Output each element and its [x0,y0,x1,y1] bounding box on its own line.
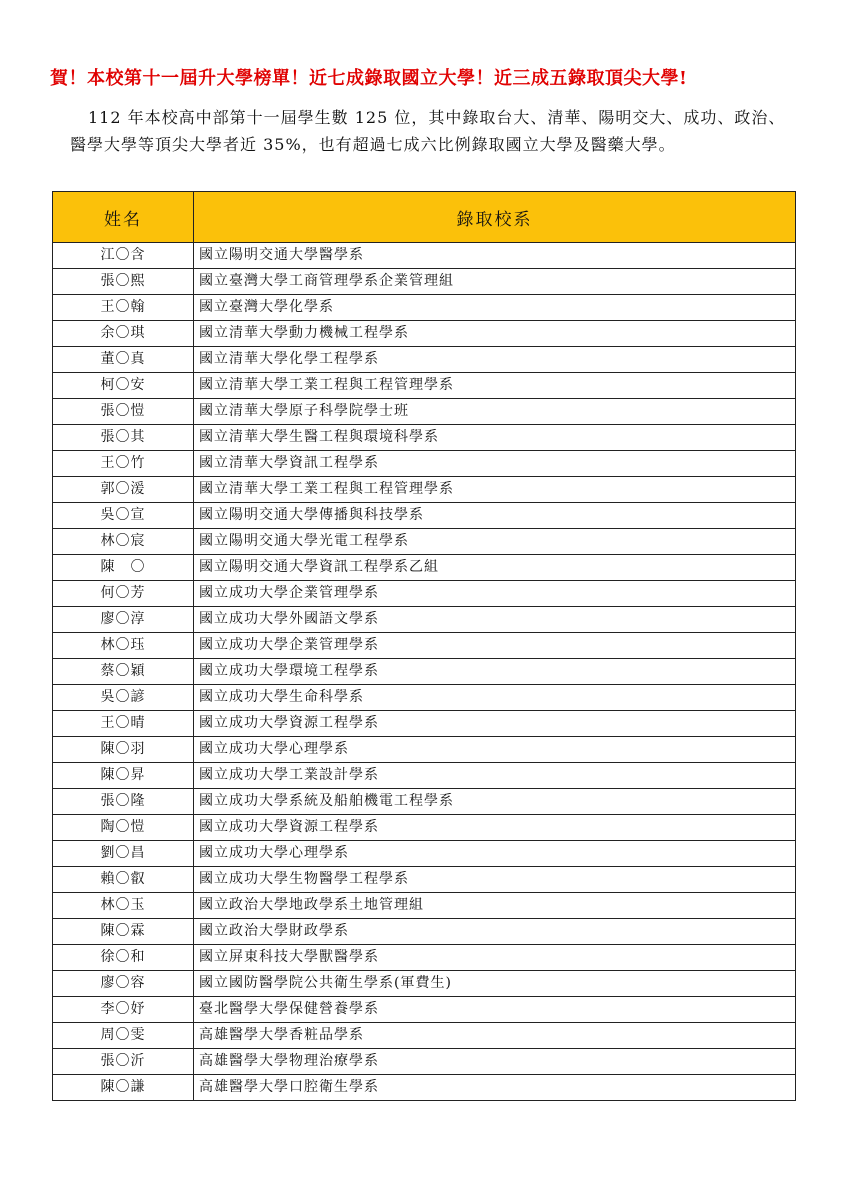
admitted-department: 國立成功大學外國語文學系 [194,607,796,633]
student-name: 張〇愷 [53,399,194,425]
table-row [53,321,796,347]
table-row [53,841,796,867]
student-name: 郭〇湲 [53,477,194,503]
table-row [53,1049,796,1075]
table-row [53,659,796,685]
student-name: 王〇晴 [53,711,194,737]
admitted-department: 國立清華大學生醫工程與環境科學系 [194,425,796,451]
admitted-department: 國立國防醫學院公共衛生學系(軍費生) [194,971,796,997]
student-name: 李〇妤 [53,997,194,1023]
admitted-department: 國立清華大學資訊工程學系 [194,451,796,477]
student-name: 王〇翰 [53,295,194,321]
admitted-department: 國立政治大學財政學系 [194,919,796,945]
table-row [53,451,796,477]
student-name: 林〇玉 [53,893,194,919]
page-title: 賀！本校第十一屆升大學榜單！近七成錄取國立大學！近三成五錄取頂尖大學! [50,68,688,89]
admitted-department: 國立成功大學心理學系 [194,737,796,763]
admitted-department: 國立清華大學工業工程與工程管理學系 [194,373,796,399]
admitted-department: 高雄醫學大學口腔衛生學系 [194,1075,796,1101]
student-name: 江〇含 [53,243,194,269]
admitted-department: 國立陽明交通大學醫學系 [194,243,796,269]
student-name: 陳 〇 [53,555,194,581]
student-name: 陳〇羽 [53,737,194,763]
admitted-department: 國立屏東科技大學獸醫學系 [194,945,796,971]
table-row [53,971,796,997]
student-name: 陳〇霖 [53,919,194,945]
column-header-name: 姓名 [53,192,194,243]
student-name: 劉〇昌 [53,841,194,867]
table-row [53,919,796,945]
admitted-department: 國立成功大學環境工程學系 [194,659,796,685]
student-name: 陳〇昇 [53,763,194,789]
table-header-row [53,192,796,243]
admitted-department: 國立成功大學企業管理學系 [194,581,796,607]
table-row [53,815,796,841]
table-row [53,425,796,451]
admitted-department: 高雄醫學大學香粧品學系 [194,1023,796,1049]
admitted-department: 國立陽明交通大學光電工程學系 [194,529,796,555]
student-name: 張〇隆 [53,789,194,815]
student-name: 余〇琪 [53,321,194,347]
student-name: 徐〇和 [53,945,194,971]
student-name: 董〇真 [53,347,194,373]
admitted-department: 國立成功大學工業設計學系 [194,763,796,789]
admitted-department: 國立陽明交通大學傳播與科技學系 [194,503,796,529]
table-row [53,529,796,555]
admission-table [52,191,796,1101]
admitted-department: 國立成功大學生物醫學工程學系 [194,867,796,893]
admitted-department: 國立政治大學地政學系土地管理組 [194,893,796,919]
table-row [53,633,796,659]
table-row [53,243,796,269]
column-header-department: 錄取校系 [194,192,796,243]
table-row [53,945,796,971]
table-row [53,295,796,321]
admitted-department: 國立清華大學化學工程學系 [194,347,796,373]
admitted-department: 高雄醫學大學物理治療學系 [194,1049,796,1075]
table-row [53,555,796,581]
table-body [53,243,796,1101]
student-name: 柯〇安 [53,373,194,399]
student-name: 陳〇謙 [53,1075,194,1101]
student-name: 廖〇淳 [53,607,194,633]
admitted-department: 臺北醫學大學保健營養學系 [194,997,796,1023]
student-name: 蔡〇穎 [53,659,194,685]
admitted-department: 國立臺灣大學化學系 [194,295,796,321]
table-row [53,269,796,295]
student-name: 吳〇宣 [53,503,194,529]
table-row [53,607,796,633]
table-row [53,477,796,503]
student-name: 林〇珏 [53,633,194,659]
table-row [53,893,796,919]
table-row [53,789,796,815]
student-name: 張〇熙 [53,269,194,295]
admitted-department: 國立臺灣大學工商管理學系企業管理組 [194,269,796,295]
student-name: 廖〇容 [53,971,194,997]
admitted-department: 國立成功大學企業管理學系 [194,633,796,659]
table-row [53,997,796,1023]
table-row [53,737,796,763]
student-name: 林〇宸 [53,529,194,555]
table-row [53,347,796,373]
intro-paragraph: 112 年本校高中部第十一屆學生數 125 位，其中錄取台大、清華、陽明交大、成功、政治、醫學大學等頂尖大學者近 35%，也有超過七成六比例錄取國立大學及醫藥大學。 [70,108,786,154]
admitted-department: 國立清華大學原子科學院學士班 [194,399,796,425]
table-row [53,867,796,893]
admitted-department: 國立成功大學資源工程學系 [194,711,796,737]
student-name: 王〇竹 [53,451,194,477]
table-row [53,1075,796,1101]
table-row [53,1023,796,1049]
student-name: 何〇芳 [53,581,194,607]
table-row [53,399,796,425]
student-name: 張〇沂 [53,1049,194,1075]
admitted-department: 國立清華大學動力機械工程學系 [194,321,796,347]
student-name: 陶〇愷 [53,815,194,841]
table-row [53,685,796,711]
table-row [53,711,796,737]
student-name: 吳〇諺 [53,685,194,711]
table-row [53,373,796,399]
student-name: 張〇其 [53,425,194,451]
admitted-department: 國立陽明交通大學資訊工程學系乙組 [194,555,796,581]
table-row [53,763,796,789]
student-name: 周〇雯 [53,1023,194,1049]
table-row [53,581,796,607]
admitted-department: 國立成功大學資源工程學系 [194,815,796,841]
student-name: 賴〇叡 [53,867,194,893]
admitted-department: 國立成功大學生命科學系 [194,685,796,711]
admitted-department: 國立成功大學心理學系 [194,841,796,867]
admitted-department: 國立清華大學工業工程與工程管理學系 [194,477,796,503]
table-row [53,503,796,529]
admitted-department: 國立成功大學系統及船舶機電工程學系 [194,789,796,815]
